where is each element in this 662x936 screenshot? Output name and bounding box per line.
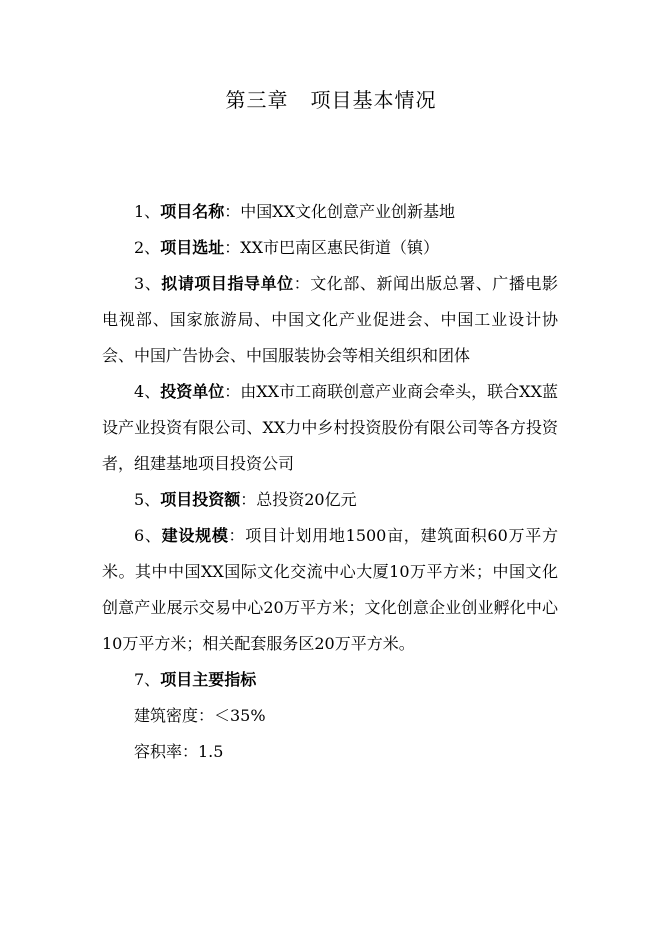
item-label: 项目选址 [160, 238, 225, 257]
item-project-name [102, 194, 558, 230]
item-guidance-units [102, 266, 558, 374]
item-separator: ： [240, 490, 257, 509]
item-number: 2、 [134, 238, 161, 257]
item-text: XX市巴南区惠民街道（镇） [240, 238, 440, 257]
indicator-building-density: 建筑密度：＜35% [134, 706, 266, 725]
item-number: 5、 [134, 490, 161, 509]
item-label: 建设规模 [161, 526, 229, 545]
item-number: 7、 [134, 670, 161, 689]
item-construction-scale [102, 518, 558, 662]
item-text: 项目计划用地1500亩，建筑面积60万平方米。其中中国XX国际文化交流中心大厦10万平方米；中国文化创意产业展示交易中心20万平方米；文化创意企业创业孵化中心10万平方米；相关配套服务区20万平方米。 [102, 526, 558, 653]
item-investment-amount [102, 482, 558, 518]
item-number: 4、 [134, 382, 161, 401]
indicator-plot-ratio: 容积率：1.5 [134, 742, 224, 761]
item-text: 中国XX文化创意产业创新基地 [240, 202, 456, 221]
item-label: 投资单位 [160, 382, 225, 401]
item-label: 项目投资额 [160, 490, 241, 509]
item-number: 3、 [134, 274, 162, 293]
item-label: 拟请项目指导单位 [161, 274, 294, 293]
item-separator: ： [224, 382, 241, 401]
item-investors [102, 374, 558, 482]
item-separator: ： [224, 238, 241, 257]
item-project-site [102, 230, 558, 266]
item-number: 1、 [134, 202, 161, 221]
item-text: 总投资20亿元 [256, 490, 357, 509]
item-label: 项目主要指标 [160, 670, 257, 689]
item-number: 6、 [134, 526, 162, 545]
item-text: 文化部、新闻出版总署、广播电影电视部、国家旅游局、中国文化产业促进会、中国工业设计协会、中国广告协会、中国服装协会等相关组织和团体 [102, 274, 558, 365]
item-separator: ： [228, 526, 246, 545]
item-text: 由XX市工商联创意产业商会牵头，联合XX蓝设产业投资有限公司、XX力中乡村投资股份有限公司等各方投资者，组建基地项目投资公司 [102, 382, 558, 473]
content-body [102, 194, 558, 770]
item-label: 项目名称 [160, 202, 225, 221]
item-separator: ： [224, 202, 241, 221]
item-separator: ： [293, 274, 311, 293]
item-main-indicators [102, 662, 558, 698]
chapter-title: 第三章 项目基本情况 [225, 88, 437, 112]
